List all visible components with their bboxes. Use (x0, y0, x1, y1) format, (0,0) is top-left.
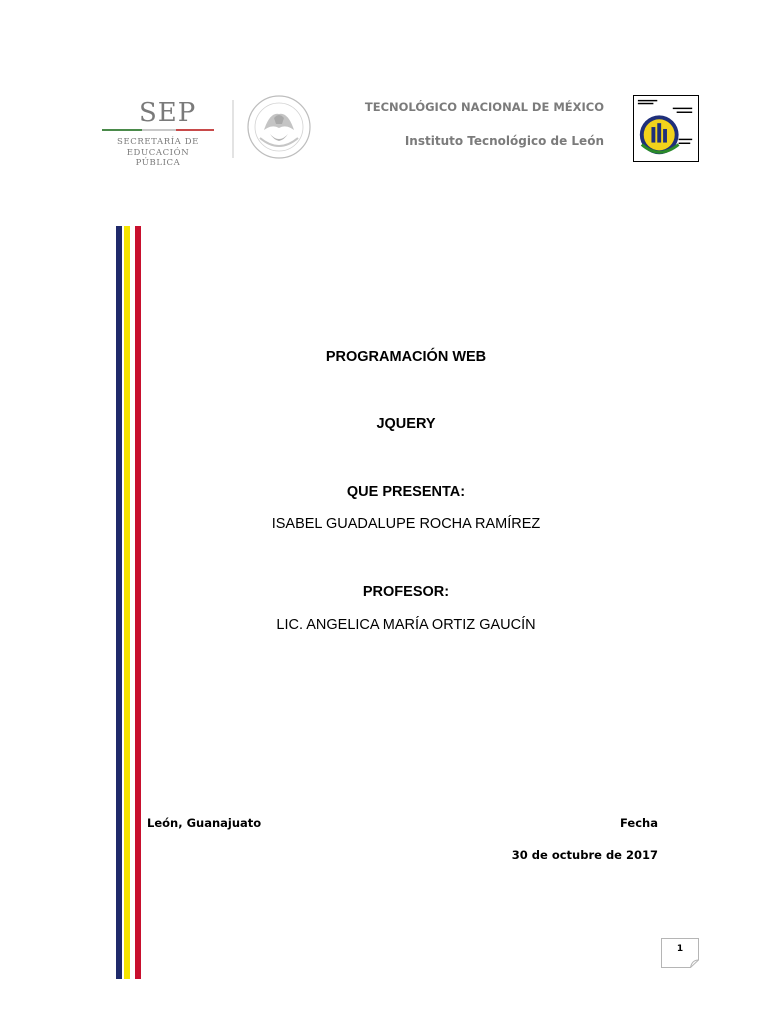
presents-label: QUE PRESENTA: (346, 484, 466, 500)
sep-logo-line2: EDUCACIÓN PÚBLICA (126, 148, 190, 168)
professor-label: PROFESOR: (362, 584, 450, 600)
yellow-stripe (124, 226, 130, 979)
sep-logo-line1: SECRETARÍA DE (117, 137, 199, 147)
institute-title: Instituto Tecnológico de León (404, 134, 604, 148)
mexico-seal-icon (246, 94, 312, 160)
red-stripe (135, 226, 141, 979)
student-name: ISABEL GUADALUPE ROCHA RAMÍREZ (271, 516, 541, 532)
subject-title: PROGRAMACIÓN WEB (325, 349, 487, 365)
itl-logo-icon (633, 95, 699, 162)
sep-logo-title: SEP (139, 98, 197, 128)
blue-stripe (116, 226, 122, 979)
professor-name: LIC. ANGELICA MARÍA ORTIZ GAUCÍN (276, 617, 536, 633)
sep-logo-rule (102, 129, 214, 131)
date-value: 30 de octubre de 2017 (511, 848, 658, 862)
tecnm-title: TECNOLÓGICO NACIONAL DE MÉXICO (364, 100, 604, 114)
page-number: 1 (676, 944, 684, 954)
place-text: León, Guanajuato (147, 816, 262, 830)
date-label: Fecha (620, 816, 658, 830)
topic-title: JQUERY (376, 416, 436, 432)
header-divider (232, 100, 234, 158)
